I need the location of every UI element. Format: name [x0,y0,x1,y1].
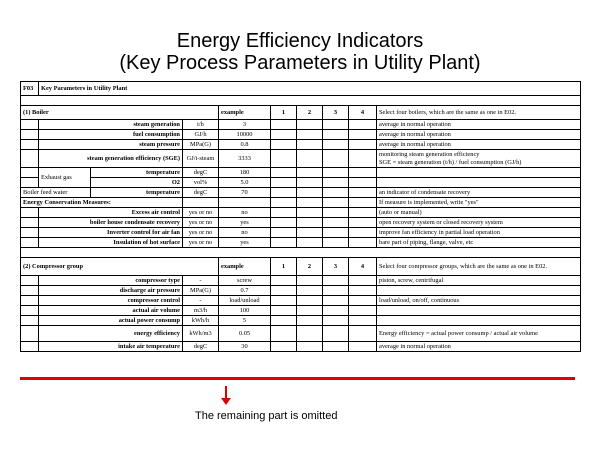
param-label: compressor control [39,296,183,306]
unit-cell: m3/h [183,306,219,316]
boiler-section-note: Select four boilers, which are the same as one in E02. [377,106,581,120]
remark-cell [377,306,581,316]
param-label: steam generation [39,120,183,130]
table-row [21,188,581,198]
measures-note: If measure is implemented, write "yes" [377,198,581,208]
table-row [21,178,581,188]
remark-cell: average in normal operation [377,140,581,150]
remark-cell: (auto or manual) [377,208,581,218]
param-label: energy efficiency [39,326,183,342]
unit-cell: degC [183,342,219,352]
remark-cell [377,286,581,296]
example-cell: 180 [219,168,271,178]
unit-cell: degC [183,188,219,198]
col-2-header: 2 [297,106,323,120]
remark-cell: Energy efficiency = actual power consump / actual air volume [377,326,581,342]
remark-cell: an indicator of condensate recovery [377,188,581,198]
page-title: Energy Efficiency Indicators [176,30,424,52]
param-label: actual air volume [39,306,183,316]
example-cell: 70 [219,188,271,198]
table-row [21,218,581,228]
param-label: discharge air pressure [39,286,183,296]
example-cell: 30 [219,342,271,352]
compressor-section-header [21,258,581,276]
col-2-header: 2 [297,258,323,276]
remark-cell: piston, screw, centrifugal [377,276,581,286]
remark-cell: average in normal operation [377,130,581,140]
param-label: temperature [91,168,183,178]
col-1-header: 1 [271,258,297,276]
remark-cell: improve fan efficiency in partial load operation [377,228,581,238]
table-row [21,276,581,286]
example-cell: 5 [219,316,271,326]
page-subtitle: (Key Process Parameters in Utility Plant) [119,52,481,74]
unit-cell: MPa(G) [183,140,219,150]
unit-cell: degC [183,168,219,178]
example-cell: yes [219,238,271,248]
remark-cell: bare part of piping, flange, valve, etc [377,238,581,248]
form-code: F03 [21,82,39,96]
table-row [21,316,581,326]
example-header: example [219,258,271,276]
example-cell: 0.8 [219,140,271,150]
param-label: fuel consumption [39,130,183,140]
unit-cell: kWh/m3 [183,326,219,342]
param-label: compressor type [39,276,183,286]
compressor-section-note: Select four compressor groups, which are the same as one in E02. [377,258,581,276]
unit-cell: yes or no [183,238,219,248]
remark-cell [377,316,581,326]
unit-cell: vol% [183,178,219,188]
param-label: O2 [91,178,183,188]
red-divider-line [20,377,575,380]
param-label: actual power consump [39,316,183,326]
form-header-row [21,82,581,96]
table-row [21,198,581,208]
feed-water-label: Boiler feed water [21,188,91,198]
example-cell: 3 [219,120,271,130]
measure-label: Excess air control [39,208,183,218]
exhaust-gas-label: Exhaust gas [39,168,91,188]
table-row [21,168,581,178]
unit-cell: GJ/h [183,130,219,140]
col-4-header: 4 [349,106,377,120]
example-header: example [219,106,271,120]
col-3-header: 3 [323,258,349,276]
param-label: intake air temperature [39,342,183,352]
remark-cell: open recovery system or closed recovery system [377,218,581,228]
unit-cell: yes or no [183,228,219,238]
compressor-section-label: (2) Compressor group [21,258,219,276]
remark-cell: average in normal operation [377,342,581,352]
remark-cell: average in normal operation [377,120,581,130]
table-row [21,228,581,238]
spacer-row [21,248,581,258]
col-1-header: 1 [271,106,297,120]
col-3-header: 3 [323,106,349,120]
measure-label: boiler house condensate recovery [39,218,183,228]
remark-cell: load/unload, on/off, continuous [377,296,581,306]
param-label: temperature [91,188,183,198]
remark-cell: monitoring steam generation efficiency SGE = steam generation (t/h) / fuel consumption (GJ/h) [377,150,581,168]
spacer-row [21,96,581,106]
measure-label: Inverter control for air fan [39,228,183,238]
boiler-section-label: (1) Boiler [21,106,219,120]
example-cell: 100 [219,306,271,316]
unit-cell: GJ/t-steam [183,150,219,168]
example-cell: load/unload [219,296,271,306]
example-cell: 3333 [219,150,271,168]
unit-cell: - [183,276,219,286]
example-cell: 5.0 [219,178,271,188]
measures-label: Energy Conservation Measures: [21,198,183,208]
table-row [21,342,581,352]
table-row [21,306,581,316]
table-row [21,296,581,306]
boiler-section-header [21,106,581,120]
omitted-note: The remaining part is omitted [195,410,338,422]
table-row [21,130,581,140]
unit-cell: yes or no [183,218,219,228]
table-row [21,208,581,218]
parameters-table [20,81,581,352]
table-row [21,326,581,342]
unit-cell: kWh/h [183,316,219,326]
table-row [21,150,581,168]
unit-cell: - [183,296,219,306]
down-arrow-head-icon [221,398,231,405]
example-cell: 0.05 [219,326,271,342]
example-cell: screw [219,276,271,286]
unit-cell: MPa(G) [183,286,219,296]
example-cell: 0.7 [219,286,271,296]
form-name: Key Parameters in Utility Plant [39,82,581,96]
param-label: steam pressure [39,140,183,150]
unit-cell: t/h [183,120,219,130]
param-label: steam generation efficiency (SGE) [39,150,183,168]
col-4-header: 4 [349,258,377,276]
example-cell: no [219,228,271,238]
table-row [21,286,581,296]
table-row [21,120,581,130]
example-cell: no [219,208,271,218]
unit-cell: yes or no [183,208,219,218]
example-cell: 10000 [219,130,271,140]
table-row [21,140,581,150]
table-row [21,238,581,248]
example-cell: yes [219,218,271,228]
measure-label: Insulation of hot surface [39,238,183,248]
